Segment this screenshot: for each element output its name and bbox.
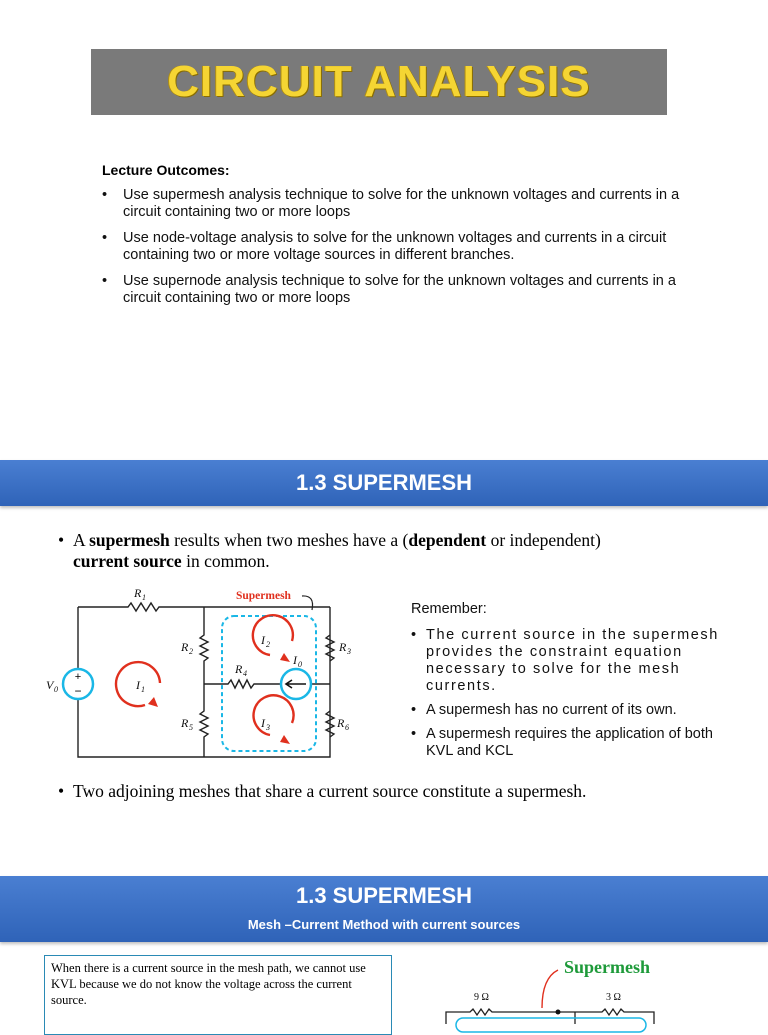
supermesh-example-diagram <box>430 950 668 1024</box>
section-subtitle: Mesh –Current Method with current sources <box>247 917 521 932</box>
r-left-label: 9 Ω <box>474 992 489 1003</box>
i3-subscript: 3 <box>266 723 270 732</box>
outcome-item: • Use supernode analysis technique to solve for the unknown voltages and currents in a circuit containing two or more loops <box>102 273 692 307</box>
r1-label: R <box>134 586 142 600</box>
r5-subscript: 5 <box>189 723 193 732</box>
supermesh-label: Supermesh <box>564 957 651 977</box>
supermesh-boundary <box>456 1018 646 1032</box>
top-wire <box>446 1009 654 1024</box>
text-run: A <box>73 530 90 550</box>
text-run: results when two meshes have a ( <box>169 530 409 550</box>
v0-label: V <box>46 678 54 692</box>
supermesh-label: Supermesh <box>236 590 291 602</box>
bold-term: dependent <box>408 530 487 550</box>
r2-label: R <box>181 640 189 654</box>
i3-label: I <box>261 716 265 730</box>
summary-text: Two adjoining meshes that share a current source constitute a supermesh. <box>73 781 587 801</box>
r-right-label: 3 Ω <box>606 992 621 1003</box>
r2-subscript: 2 <box>189 647 193 656</box>
bullet-mark: • <box>58 781 65 801</box>
r1-subscript: 1 <box>142 593 146 602</box>
outcomes-list <box>102 187 692 316</box>
remember-item: • A supermesh has no current of its own. <box>411 702 741 719</box>
r4-subscript: 4 <box>243 669 247 678</box>
bold-term: supermesh <box>89 530 170 550</box>
remember-heading: Remember: <box>411 601 487 617</box>
explanation-textbox: When there is a current source in the mesh path, we cannot use KVL because we do not know the voltage across the current source. <box>44 955 392 1035</box>
plus-sign: + <box>74 671 82 683</box>
r3-label: R <box>339 640 347 654</box>
outcome-item: • Use supermesh analysis technique to solve for the unknown voltages and currents in a circuit containing two or more loops <box>102 187 692 221</box>
outcome-item: • Use node-voltage analysis to solve for the unknown voltages and currents in a circuit containing two or more voltage sources in different branches. <box>102 230 692 264</box>
outcomes-heading: Lecture Outcomes: <box>102 162 230 178</box>
supermesh-summary <box>58 781 718 802</box>
v0-subscript: 0 <box>54 685 58 694</box>
text-run: in common. <box>181 551 270 571</box>
remember-item: • A supermesh requires the application of both KVL and KCL <box>411 726 741 760</box>
remember-item: • The current source in the supermesh provides the constraint equation necessary to solve for the mesh currents. <box>411 627 741 695</box>
r2-r5-resistors <box>200 607 208 757</box>
i2-subscript: 2 <box>266 640 270 649</box>
i2-loop-icon <box>253 615 293 655</box>
title-banner <box>91 49 667 115</box>
i0-subscript: 0 <box>298 660 302 669</box>
i3-loop-icon <box>254 695 294 735</box>
i0-label: I <box>293 653 297 667</box>
r4-label: R <box>235 662 243 676</box>
supermesh-circuit-diagram <box>40 583 350 763</box>
pointer-icon <box>542 970 558 1008</box>
i1-subscript: 1 <box>141 685 145 694</box>
remember-list <box>411 627 741 767</box>
section-title: 1.3 SUPERMESH <box>295 470 473 495</box>
slide-title: CIRCUIT ANALYSIS <box>167 57 591 106</box>
section-banner <box>0 876 768 942</box>
supermesh-definition <box>58 530 698 572</box>
text-run: or independent) <box>486 530 601 550</box>
bullet-mark: • <box>58 530 65 550</box>
section-banner <box>0 460 768 506</box>
r6-label: R <box>337 716 345 730</box>
r3-subscript: 3 <box>347 647 351 656</box>
i1-label: I <box>136 678 140 692</box>
bold-term: current source <box>73 551 182 571</box>
section-title: 1.3 SUPERMESH <box>295 883 473 908</box>
i2-label: I <box>261 633 265 647</box>
r5-label: R <box>181 716 189 730</box>
r6-subscript: 6 <box>345 723 349 732</box>
minus-sign: − <box>74 684 82 698</box>
